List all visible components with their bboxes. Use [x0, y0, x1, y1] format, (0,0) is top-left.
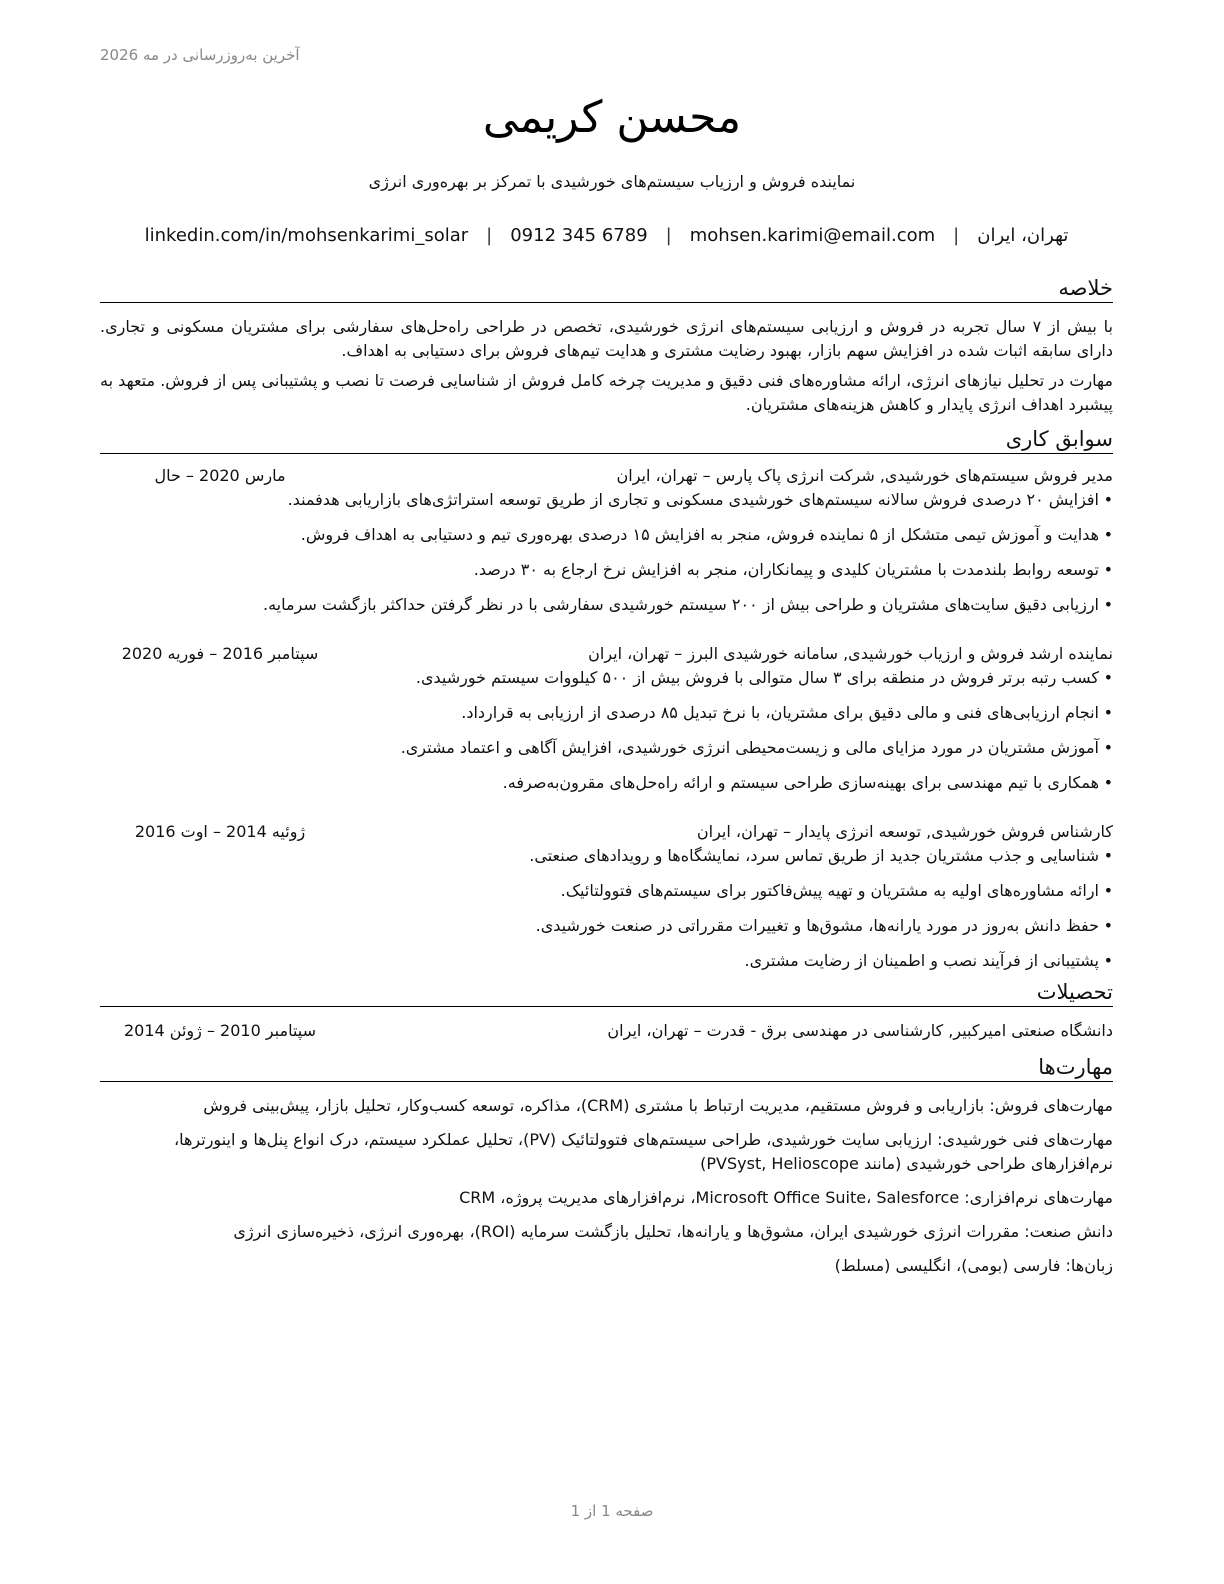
section-title-summary: خلاصه — [100, 276, 1113, 303]
skill-line-solar: مهارت‌های فنی خورشیدی: ارزیابی سایت خورشیدی، طراحی سیستم‌های فتوولتائیک (PV)، تحلیل عملکرد سیستم، درک انواع پنل‌ها و اینورترها، نرم‌افزارهای طراحی خورشیدی (مانند PVSyst, Helioscope) — [173, 1130, 1113, 1173]
skill-line-sales: مهارت‌های فروش: بازاریابی و فروش مستقیم، مدیریت ارتباط با مشتری (CRM)، مذاکره، توسعه کسب‌وکار، تحلیل بازار، پیش‌بینی فروش — [203, 1096, 1113, 1115]
job-date: سپتامبر 2016 – فوریه 2020 — [121, 644, 319, 663]
contact-line — [100, 225, 1113, 246]
education-date: سپتامبر 2010 – ژوئن 2014 — [123, 1021, 317, 1040]
separator: | — [486, 225, 493, 246]
skill-line-industry: دانش صنعت: مقررات انرژی خورشیدی ایران، مشوق‌ها و یارانه‌ها، تحلیل بازگشت سرمایه (ROI)، بهره‌وری انرژی، ذخیره‌سازی انرژی — [233, 1222, 1113, 1241]
page-number: صفحه 1 از 1 — [570, 1502, 654, 1520]
job-entry — [100, 464, 1113, 622]
job-title: نماینده ارشد فروش و ارزیاب خورشیدی, سامانه خورشیدی البرز – تهران، ایران — [588, 644, 1113, 663]
tagline: نماینده فروش و ارزیاب سیستم‌های خورشیدی با تمرکز بر بهره‌وری انرژی — [368, 172, 856, 191]
bullet-item: •حفظ دانش به‌روز در مورد یارانه‌ها، مشوق‌ها و تغییرات مقرراتی در صنعت خورشیدی. — [535, 916, 1113, 935]
job-title: کارشناس فروش خورشیدی, توسعه انرژی پایدار – تهران، ایران — [696, 822, 1113, 841]
bullet-item: •هدایت و آموزش تیمی متشکل از ۵ نماینده فروش، منجر به افزایش ۱۵ درصدی بهره‌وری تیم و دستیابی به اهداف فروش. — [300, 525, 1113, 544]
bullet-item: •توسعه روابط بلندمدت با مشتریان کلیدی و پیمانکاران، منجر به افزایش نرخ ارجاع به ۳۰ درصد. — [473, 560, 1113, 579]
location: تهران، ایران — [977, 225, 1069, 246]
candidate-name: محسن کریمی — [482, 92, 742, 143]
bullet-item: •شناسایی و جذب مشتریان جدید از طریق تماس سرد، نمایشگاه‌ها و رویدادهای صنعتی. — [529, 846, 1113, 865]
job-bullets — [100, 660, 1113, 800]
job-entry — [100, 820, 1113, 978]
job-header — [100, 464, 1113, 488]
bullet-item: •ارائه مشاوره‌های اولیه به مشتریان و تهیه پیش‌فاکتور برای سیستم‌های فتوولتائیک. — [560, 881, 1113, 900]
phone: 0912 345 6789 — [510, 225, 648, 246]
skill-line-software: مهارت‌های نرم‌افزاری: Microsoft Office Suite، Salesforce، نرم‌افزارهای مدیریت پروژه، CRM — [459, 1188, 1113, 1207]
job-header — [100, 642, 1113, 666]
job-entry — [100, 642, 1113, 800]
separator: | — [953, 225, 960, 246]
job-title: مدیر فروش سیستم‌های خورشیدی, شرکت انرژی پاک پارس – تهران، ایران — [616, 466, 1113, 485]
section-title-skills: مهارت‌ها — [100, 1055, 1113, 1082]
job-header — [100, 820, 1113, 844]
summary-paragraph: با بیش از ۷ سال تجربه در فروش و ارزیابی سیستم‌های انرژی خورشیدی، تخصص در طراحی راه‌حل‌های سفارشی برای مشتریان مسکونی و تجاری. دارای سابقه اثبات شده در افزایش سهم بازار، بهبود رضایت مشتری و هدایت تیم‌های فروش برای دستیابی به اهداف. — [100, 317, 1114, 360]
email-link[interactable]: mohsen.karimi@email.com — [689, 225, 936, 246]
section-title-experience: سوابق کاری — [100, 427, 1113, 454]
bullet-item: •پشتیبانی از فرآیند نصب و اطمینان از رضایت مشتری. — [744, 951, 1113, 970]
job-bullets — [100, 838, 1113, 978]
skill-line-languages: زبان‌ها: فارسی (بومی)، انگلیسی (مسلط) — [834, 1256, 1113, 1275]
bullet-item: •افزایش ۲۰ درصدی فروش سالانه سیستم‌های خورشیدی مسکونی و تجاری از طریق توسعه استراتژی‌های بازاریابی هدفمند. — [287, 490, 1113, 509]
bullet-item: •همکاری با تیم مهندسی برای بهینه‌سازی طراحی سیستم و ارائه راه‌حل‌های مقرون‌به‌صرفه. — [502, 773, 1113, 792]
section-title-education: تحصیلات — [100, 980, 1113, 1007]
job-date: مارس 2020 – حال — [154, 466, 286, 485]
separator: | — [665, 225, 672, 246]
bullet-item: •کسب رتبه برتر فروش در منطقه برای ۳ سال متوالی با فروش بیش از ۵۰۰ کیلووات سیستم خورشیدی. — [415, 668, 1113, 687]
summary-paragraph: مهارت در تحلیل نیازهای انرژی، ارائه مشاوره‌های فنی دقیق و مدیریت چرخه کامل فروش از شناسایی فرصت تا نصب و پشتیبانی پس از فروش. متعهد به پیشبرد اهداف انرژی پایدار و کاهش هزینه‌های مشتریان. — [100, 371, 1113, 414]
job-bullets — [100, 482, 1113, 622]
job-date: ژوئیه 2014 – اوت 2016 — [134, 822, 306, 841]
resume-body — [100, 276, 1113, 1288]
education-entry — [100, 1019, 1113, 1043]
education-title: دانشگاه صنعتی امیرکبیر, کارشناسی در مهندسی برق - قدرت – تهران، ایران — [607, 1021, 1113, 1040]
bullet-item: •ارزیابی دقیق سایت‌های مشتریان و طراحی بیش از ۲۰۰ سیستم خورشیدی سفارشی با در نظر گرفتن حداکثر بازگشت سرمایه. — [263, 595, 1113, 614]
linkedin-link[interactable]: linkedin.com/in/mohsenkarimi_solar — [144, 225, 469, 246]
bullet-item: •آموزش مشتریان در مورد مزایای مالی و زیست‌محیطی انرژی خورشیدی، افزایش آگاهی و اعتماد مشتری. — [400, 738, 1113, 757]
last-updated: آخرین به‌روزرسانی در مه 2026 — [100, 46, 300, 64]
bullet-item: •انجام ارزیابی‌های فنی و مالی دقیق برای مشتریان، با نرخ تبدیل ۸۵ درصدی از ارزیابی به قرارداد. — [461, 703, 1113, 722]
